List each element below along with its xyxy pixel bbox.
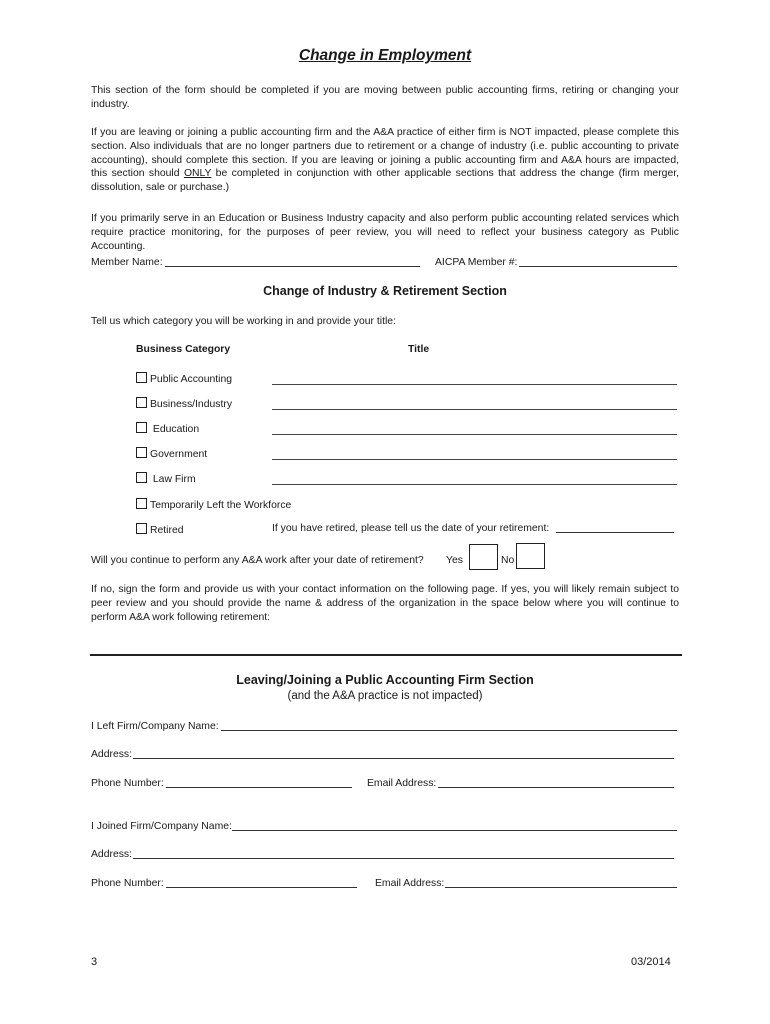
checkbox-icon[interactable] bbox=[136, 447, 147, 458]
category-retired[interactable] bbox=[136, 523, 184, 536]
joined-firm-field[interactable] bbox=[232, 820, 677, 831]
left-phone-field[interactable] bbox=[166, 777, 352, 788]
joined-address-field[interactable] bbox=[133, 848, 674, 859]
checkbox-icon[interactable] bbox=[136, 397, 147, 408]
title-field-government[interactable] bbox=[272, 459, 677, 460]
joined-email-field[interactable] bbox=[445, 877, 677, 888]
category-education[interactable] bbox=[136, 422, 199, 435]
intro-paragraph-2-text-a: If you are leaving or joining a public accounting firm and the A&A practice of either firm is NOT impacted, please complete this section. Also individuals that are no longer partners due to retirement or a change of industry (i.e. public accounting to private accounting), should complete this section. If you are leaving or joining a public accounting firm and A&A hours are impacted, this section should bbox=[91, 127, 679, 180]
joined-address-label: Address: bbox=[91, 849, 133, 860]
checkbox-icon[interactable] bbox=[136, 372, 147, 383]
yes-label: Yes bbox=[446, 555, 463, 566]
no-label: No bbox=[501, 555, 515, 566]
title-field-law-firm[interactable] bbox=[272, 484, 677, 485]
category-label: Government bbox=[150, 449, 208, 460]
industry-section-heading: Change of Industry & Retirement Section bbox=[263, 284, 507, 298]
category-label: Law Firm bbox=[150, 474, 196, 485]
aicpa-member-number-field[interactable] bbox=[519, 256, 677, 267]
business-category-header: Business Category bbox=[136, 344, 231, 355]
retirement-date-field[interactable] bbox=[556, 522, 674, 533]
joined-firm-label: I Joined Firm/Company Name: bbox=[91, 821, 232, 832]
retirement-instructions: If no, sign the form and provide us with your contact information on the following page. If yes, you will likely remain subject to peer review and you should provide the name & address of the organization in the space below where you will continue to perform A&A work following retirement: bbox=[91, 584, 679, 623]
joined-email-label: Email Address: bbox=[375, 878, 445, 889]
title-field-business-industry[interactable] bbox=[272, 409, 677, 410]
intro-paragraph-2 bbox=[91, 126, 679, 195]
category-label: Education bbox=[150, 424, 200, 435]
left-firm-field[interactable] bbox=[221, 720, 677, 731]
category-label: Public Accounting bbox=[150, 374, 233, 385]
category-label: Business/Industry bbox=[150, 399, 233, 410]
category-label: Temporarily Left the Workforce bbox=[150, 500, 292, 511]
left-firm-label: I Left Firm/Company Name: bbox=[91, 721, 219, 732]
title-header: Title bbox=[408, 344, 430, 355]
title-field-education[interactable] bbox=[272, 434, 677, 435]
title-field-public-accounting[interactable] bbox=[272, 384, 677, 385]
category-public-accounting[interactable] bbox=[136, 372, 232, 385]
retirement-date-label: If you have retired, please tell us the date of your retirement: bbox=[272, 523, 550, 534]
checkbox-icon[interactable] bbox=[136, 523, 147, 534]
intro-only-emphasis: ONLY bbox=[183, 168, 212, 180]
category-law-firm[interactable] bbox=[136, 472, 196, 485]
member-name-label: Member Name: bbox=[91, 257, 163, 268]
checkbox-icon[interactable] bbox=[136, 472, 147, 483]
joined-phone-label: Phone Number: bbox=[91, 878, 164, 889]
left-email-field[interactable] bbox=[438, 777, 674, 788]
checkbox-icon[interactable] bbox=[136, 422, 147, 433]
category-government[interactable] bbox=[136, 447, 207, 460]
category-prompt: Tell us which category you will be working in and provide your title: bbox=[91, 316, 396, 327]
category-business-industry[interactable] bbox=[136, 397, 232, 410]
section-divider bbox=[90, 654, 682, 656]
intro-paragraph-1: This section of the form should be completed if you are moving between public accounting firms, retiring or changing your industry. bbox=[91, 85, 679, 110]
category-label: Retired bbox=[150, 525, 184, 536]
intro-paragraph-2-text-b: be completed in conjunction with other applicable sections that address the change (firm merger, dissolution, sale or purchase.) bbox=[91, 168, 680, 194]
left-email-label: Email Address: bbox=[367, 778, 437, 789]
left-phone-label: Phone Number: bbox=[91, 778, 164, 789]
category-temporarily-left[interactable] bbox=[136, 498, 291, 511]
no-checkbox[interactable] bbox=[516, 543, 545, 569]
page-title: Change in Employment bbox=[298, 47, 472, 64]
joined-phone-field[interactable] bbox=[166, 877, 357, 888]
firm-section-subheading: (and the A&A practice is not impacted) bbox=[287, 690, 483, 702]
page-number: 3 bbox=[91, 956, 98, 968]
left-address-field[interactable] bbox=[133, 748, 674, 759]
yes-checkbox[interactable] bbox=[469, 544, 498, 570]
continue-work-question: Will you continue to perform any A&A work after your date of retirement? bbox=[91, 555, 424, 566]
revision-date: 03/2014 bbox=[631, 956, 671, 968]
checkbox-icon[interactable] bbox=[136, 498, 147, 509]
left-address-label: Address: bbox=[91, 749, 133, 760]
member-name-field[interactable] bbox=[165, 256, 420, 267]
aicpa-member-number-label: AICPA Member #: bbox=[435, 257, 518, 268]
firm-section-heading: Leaving/Joining a Public Accounting Firm Section bbox=[236, 673, 534, 687]
intro-paragraph-3: If you primarily serve in an Education or Business Industry capacity and also perform public accounting related services which require practice monitoring, for the purposes of peer review, you will need to reflect your business category as Public Accounting. bbox=[91, 213, 679, 252]
